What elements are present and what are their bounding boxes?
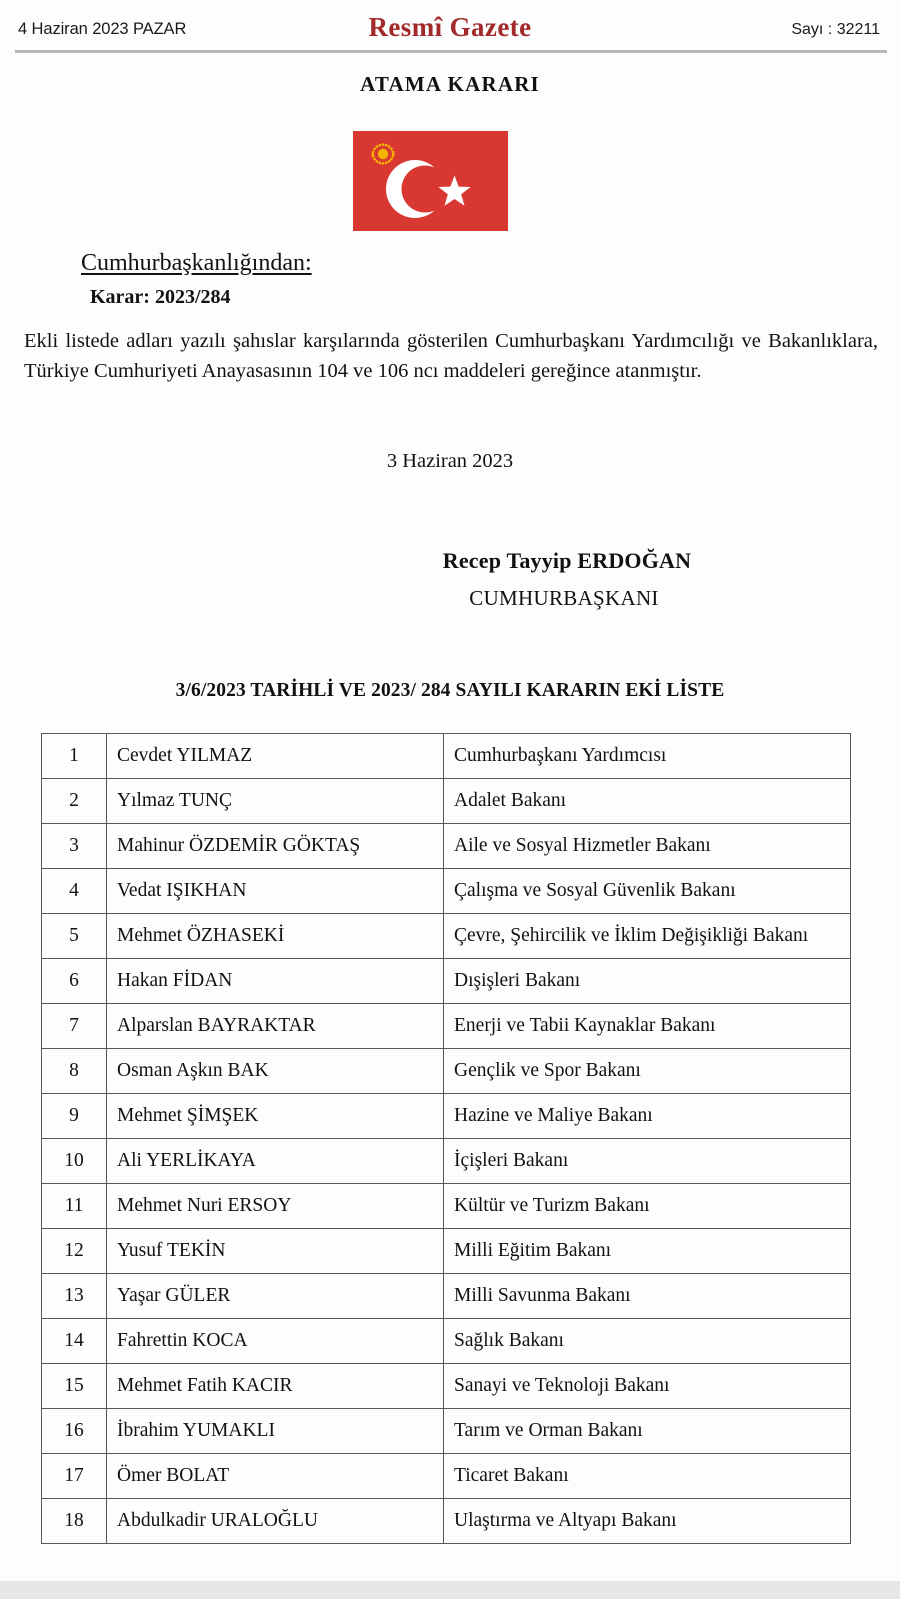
table-row (42, 1499, 851, 1544)
table-row (42, 1229, 851, 1274)
row-number: 3 (42, 824, 107, 869)
annex-list-heading: 3/6/2023 TARİHLİ VE 2023/ 284 SAYILI KARARIN EKİ LİSTE (175, 680, 725, 701)
row-number: 18 (42, 1499, 107, 1544)
masthead-title: Resmî Gazete (368, 12, 532, 42)
table-row (42, 734, 851, 779)
table-row (42, 1274, 851, 1319)
table-row (42, 1319, 851, 1364)
table-row (42, 1364, 851, 1409)
appointee-name: Alparslan BAYRAKTAR (107, 1004, 444, 1049)
appointee-name: Mehmet Nuri ERSOY (107, 1184, 444, 1229)
row-number: 8 (42, 1049, 107, 1094)
appointee-name: Ömer BOLAT (107, 1454, 444, 1499)
appointee-post: Kültür ve Turizm Bakanı (444, 1184, 851, 1229)
document-title: ATAMA KARARI (360, 72, 540, 96)
appointee-name: Cevdet YILMAZ (107, 734, 444, 779)
appointee-post: Adalet Bakanı (444, 779, 851, 824)
row-number: 5 (42, 914, 107, 959)
signatory-name: Recep Tayyip ERDOĞAN (442, 548, 692, 573)
appointee-post: Ulaştırma ve Altyapı Bakanı (444, 1499, 851, 1544)
appointee-name: İbrahim YUMAKLI (107, 1409, 444, 1454)
appointee-name: Mehmet ÖZHASEKİ (107, 914, 444, 959)
masthead-issue-number: Sayı : 32211 (791, 21, 880, 38)
appointee-name: Mahinur ÖZDEMİR GÖKTAŞ (107, 824, 444, 869)
masthead (0, 0, 900, 52)
appointments-table (41, 733, 851, 1544)
appointee-post: Tarım ve Orman Bakanı (444, 1409, 851, 1454)
appointee-post: İçişleri Bakanı (444, 1139, 851, 1184)
row-number: 13 (42, 1274, 107, 1319)
masthead-date: 4 Haziran 2023 PAZAR (18, 20, 187, 38)
page-footer-band (0, 1581, 900, 1599)
appointee-post: Dışişleri Bakanı (444, 959, 851, 1004)
table-row (42, 1454, 851, 1499)
appointments-table-body (42, 734, 851, 1544)
appointee-post: Gençlik ve Spor Bakanı (444, 1049, 851, 1094)
appointee-post: Çevre, Şehircilik ve İklim Değişikliği Bakanı (444, 914, 851, 959)
appointee-name: Ali YERLİKAYA (107, 1139, 444, 1184)
appointee-name: Mehmet Fatih KACIR (107, 1364, 444, 1409)
appointee-name: Yaşar GÜLER (107, 1274, 444, 1319)
row-number: 6 (42, 959, 107, 1004)
row-number: 11 (42, 1184, 107, 1229)
appointee-post: Hazine ve Maliye Bakanı (444, 1094, 851, 1139)
table-row (42, 1004, 851, 1049)
row-number: 2 (42, 779, 107, 824)
masthead-divider (15, 50, 887, 53)
row-number: 17 (42, 1454, 107, 1499)
decision-body-text: Ekli listede adları yazılı şahıslar karşılarında gösterilen Cumhurbaşkanı Yardımcılığı ve Bakanlıklara, Türkiye Cumhuriyeti Anayasasının 104 ve 106 ncı maddeleri gereğince atanmıştır. (24, 330, 878, 383)
appointee-post: Enerji ve Tabii Kaynaklar Bakanı (444, 1004, 851, 1049)
appointee-post: Milli Eğitim Bakanı (444, 1229, 851, 1274)
appointee-name: Hakan FİDAN (107, 959, 444, 1004)
appointee-post: Milli Savunma Bakanı (444, 1274, 851, 1319)
row-number: 10 (42, 1139, 107, 1184)
table-row (42, 1049, 851, 1094)
appointee-post: Sağlık Bakanı (444, 1319, 851, 1364)
row-number: 7 (42, 1004, 107, 1049)
appointee-post: Cumhurbaşkanı Yardımcısı (444, 734, 851, 779)
appointee-post: Ticaret Bakanı (444, 1454, 851, 1499)
appointee-name: Yılmaz TUNÇ (107, 779, 444, 824)
row-number: 12 (42, 1229, 107, 1274)
table-row (42, 1184, 851, 1229)
table-row (42, 824, 851, 869)
table-row (42, 959, 851, 1004)
table-row (42, 869, 851, 914)
table-row (42, 1409, 851, 1454)
table-row (42, 1139, 851, 1184)
row-number: 4 (42, 869, 107, 914)
issuing-authority: Cumhurbaşkanlığından: (81, 250, 312, 276)
appointee-name: Osman Aşkın BAK (107, 1049, 444, 1094)
table-row (42, 779, 851, 824)
row-number: 15 (42, 1364, 107, 1409)
appointee-post: Çalışma ve Sosyal Güvenlik Bakanı (444, 869, 851, 914)
appointee-name: Abdulkadir URALOĞLU (107, 1499, 444, 1544)
appointee-name: Yusuf TEKİN (107, 1229, 444, 1274)
appointee-post: Aile ve Sosyal Hizmetler Bakanı (444, 824, 851, 869)
row-number: 9 (42, 1094, 107, 1139)
appointee-name: Fahrettin KOCA (107, 1319, 444, 1364)
appointee-name: Mehmet ŞİMŞEK (107, 1094, 444, 1139)
turkish-flag-icon (353, 131, 508, 231)
row-number: 14 (42, 1319, 107, 1364)
row-number: 1 (42, 734, 107, 779)
appointee-name: Vedat IŞIKHAN (107, 869, 444, 914)
table-row (42, 1094, 851, 1139)
signatory-title: CUMHURBAŞKANI (469, 586, 659, 610)
decision-number: Karar: 2023/284 (90, 286, 231, 308)
signature-date: 3 Haziran 2023 (386, 450, 514, 472)
table-row (42, 914, 851, 959)
appointee-post: Sanayi ve Teknoloji Bakanı (444, 1364, 851, 1409)
row-number: 16 (42, 1409, 107, 1454)
